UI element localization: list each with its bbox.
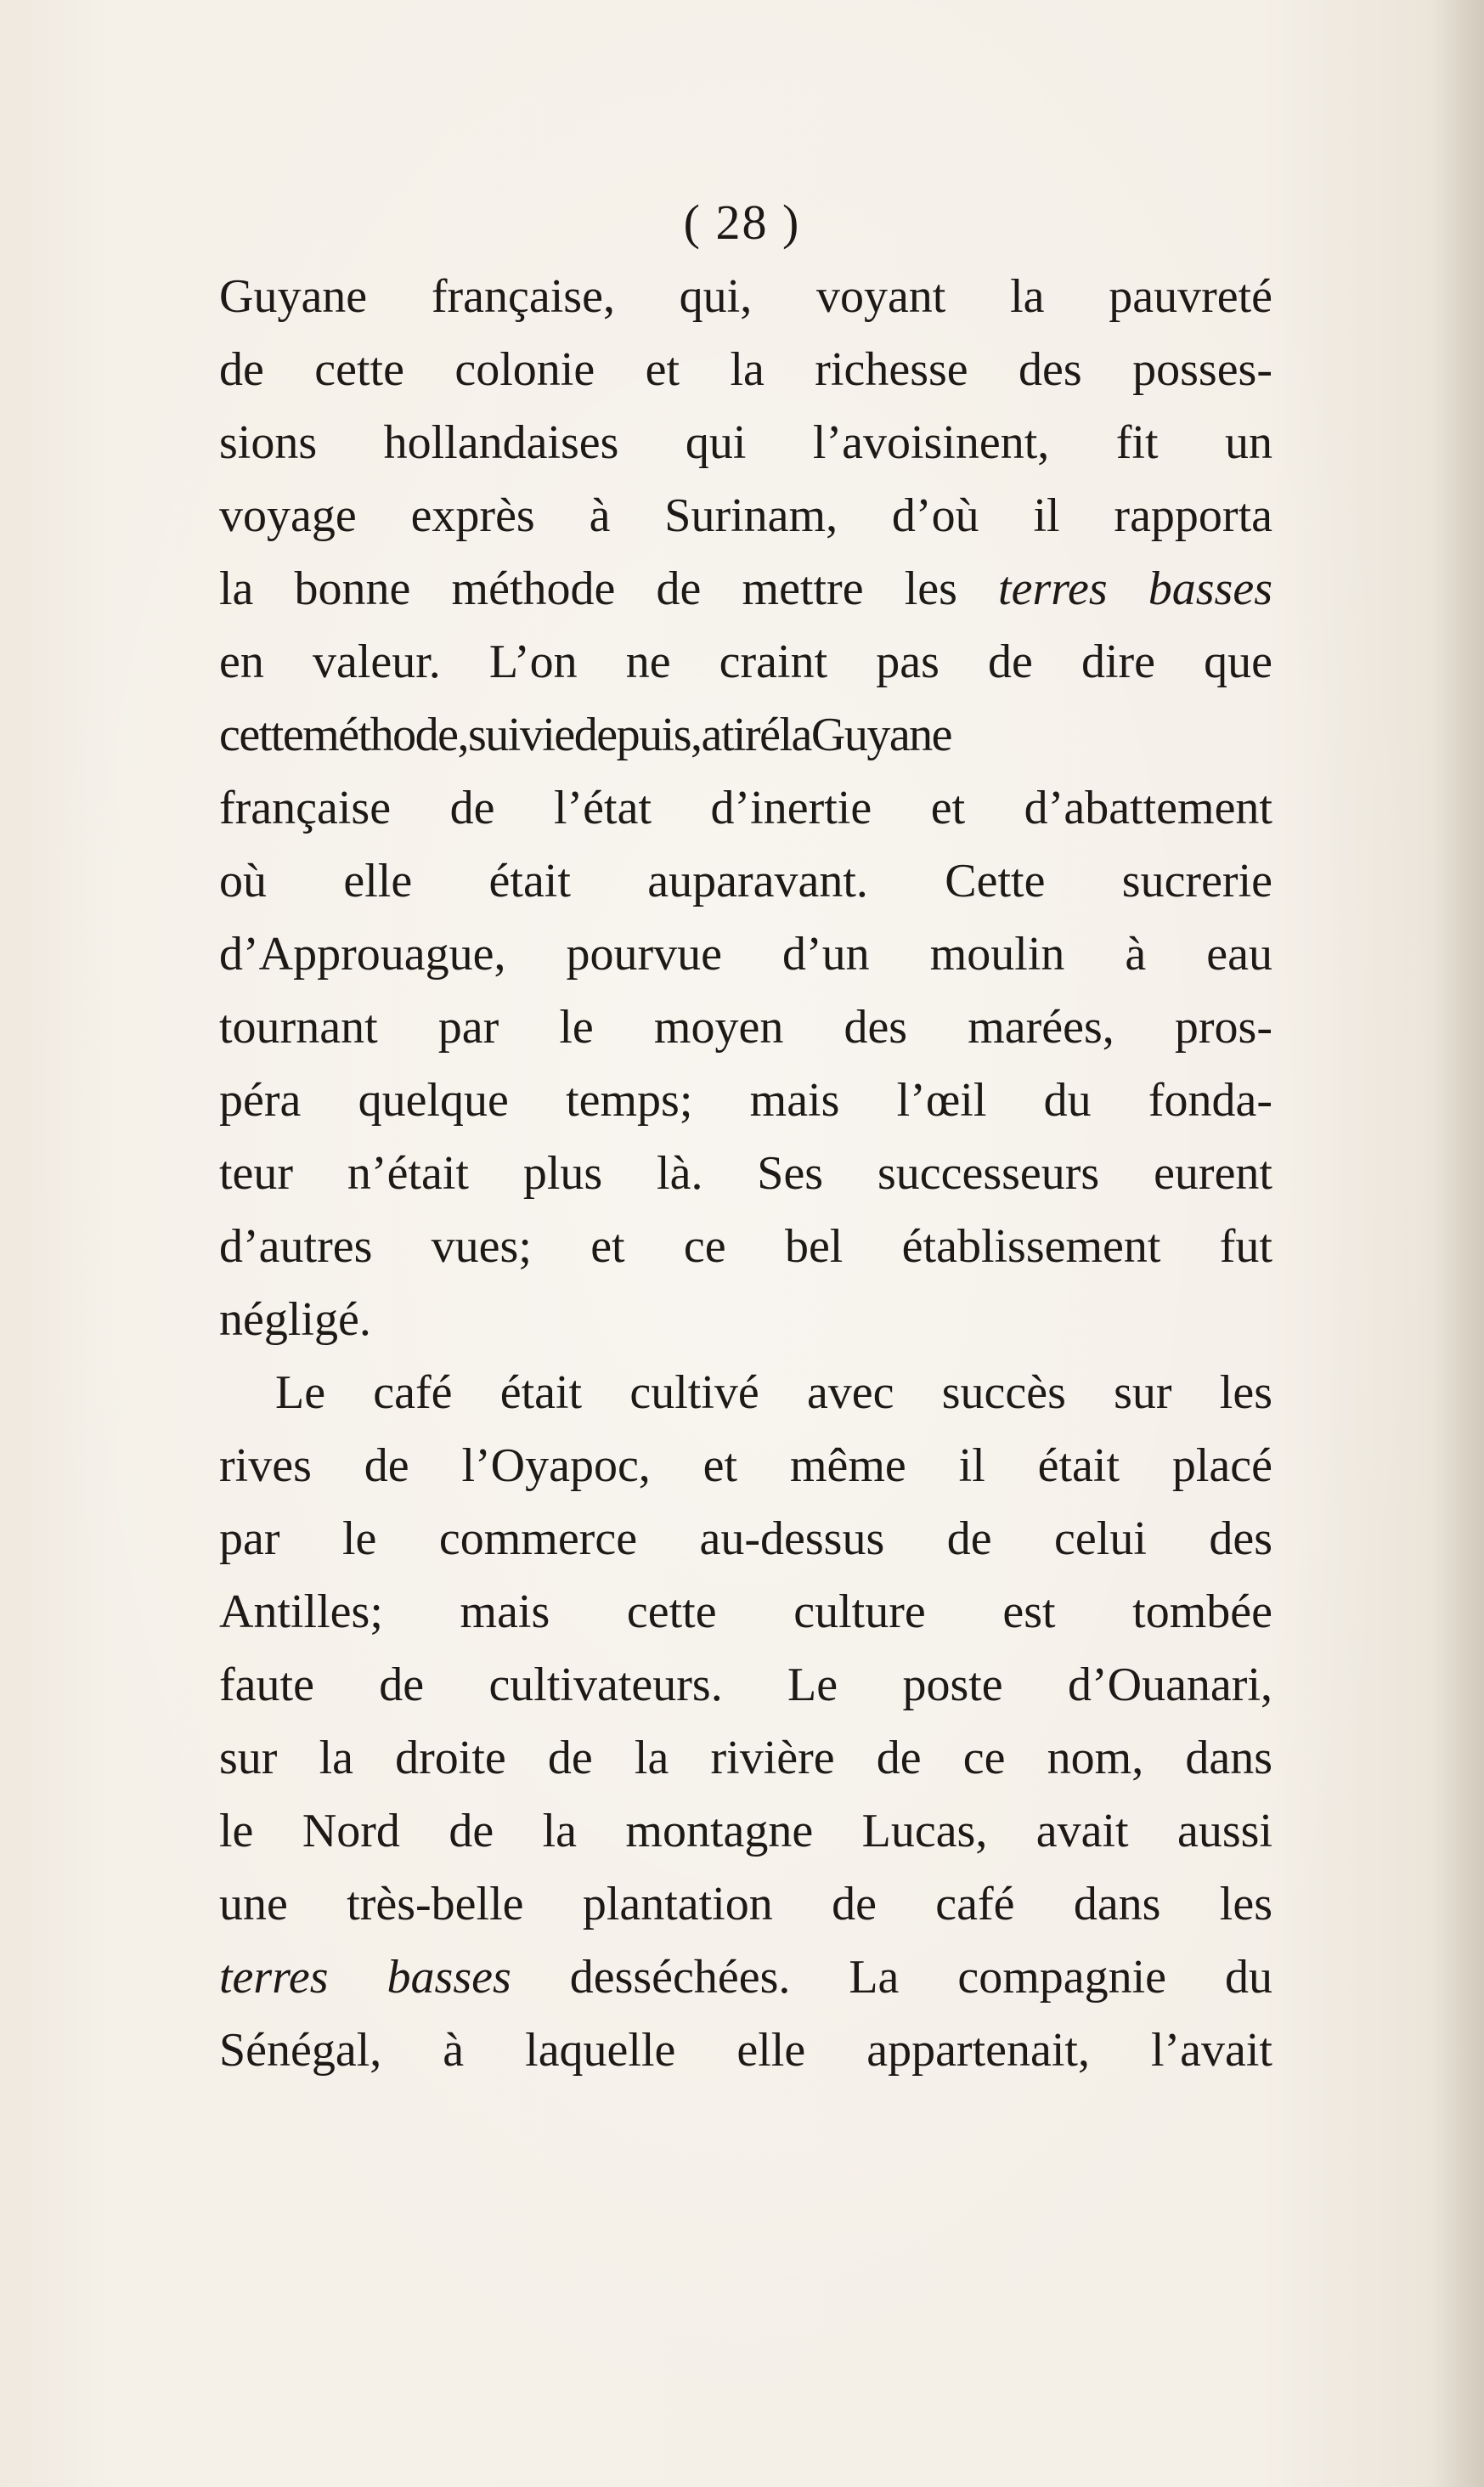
text-line: de cette colonie et la richesse des posses-	[219, 343, 1272, 396]
text-line: rives de l’Oyapoc, et même il était placé	[219, 1439, 1272, 1492]
text-line: Sénégal, à laquelle elle appartenait, l’avait	[219, 2024, 1272, 2077]
italic-term: terres basses	[998, 562, 1272, 615]
page-edge-shadow	[1433, 0, 1484, 2487]
text-line: sions hollandaises qui l’avoisinent, fit un	[219, 416, 1272, 469]
text-line: une très-belle plantation de café dans les	[219, 1878, 1272, 1930]
text-line: Antilles; mais cette culture est tombée	[219, 1585, 1272, 1638]
page-number: ( 28 )	[683, 195, 801, 250]
text-line: cetteméthode,suiviedepuis,atirélaGuyane	[219, 709, 952, 761]
italic-term: terres basses	[219, 1951, 511, 2004]
text-line: où elle était auparavant. Cette sucrerie	[219, 855, 1272, 907]
text-line: d’autres vues; et ce bel établissement fut	[219, 1220, 1272, 1273]
text-segment: la bonne méthode de mettre les	[219, 562, 999, 615]
text-line: par le commerce au-dessus de celui des	[219, 1512, 1272, 1565]
text-line: péra quelque temps; mais l’œil du fonda-	[219, 1074, 1272, 1127]
text-line	[219, 1941, 1272, 2014]
text-line: en valeur. L’on ne craint pas de dire que	[219, 636, 1272, 688]
text-line: Le café était cultivé avec succès sur les	[275, 1366, 1272, 1419]
text-line	[219, 552, 1272, 625]
body-text	[219, 260, 1272, 2087]
text-segment: desséchées. La compagnie du	[511, 1951, 1272, 2004]
text-line: tournant par le moyen des marées, pros-	[219, 1001, 1272, 1054]
text-line: négligé.	[219, 1293, 371, 1346]
text-line: voyage exprès à Surinam, d’où il rapporta	[219, 489, 1272, 542]
text-line: Guyane française, qui, voyant la pauvreté	[219, 270, 1272, 323]
text-line: le Nord de la montagne Lucas, avait aussi	[219, 1805, 1272, 1857]
text-line: sur la droite de la rivière de ce nom, dans	[219, 1732, 1272, 1784]
text-line: faute de cultivateurs. Le poste d’Ouanari,	[219, 1659, 1272, 1711]
text-line: d’Approuague, pourvue d’un moulin à eau	[219, 928, 1272, 981]
text-line: teur n’était plus là. Ses successeurs eurent	[219, 1147, 1272, 1200]
text-line: française de l’état d’inertie et d’abattement	[219, 782, 1272, 834]
